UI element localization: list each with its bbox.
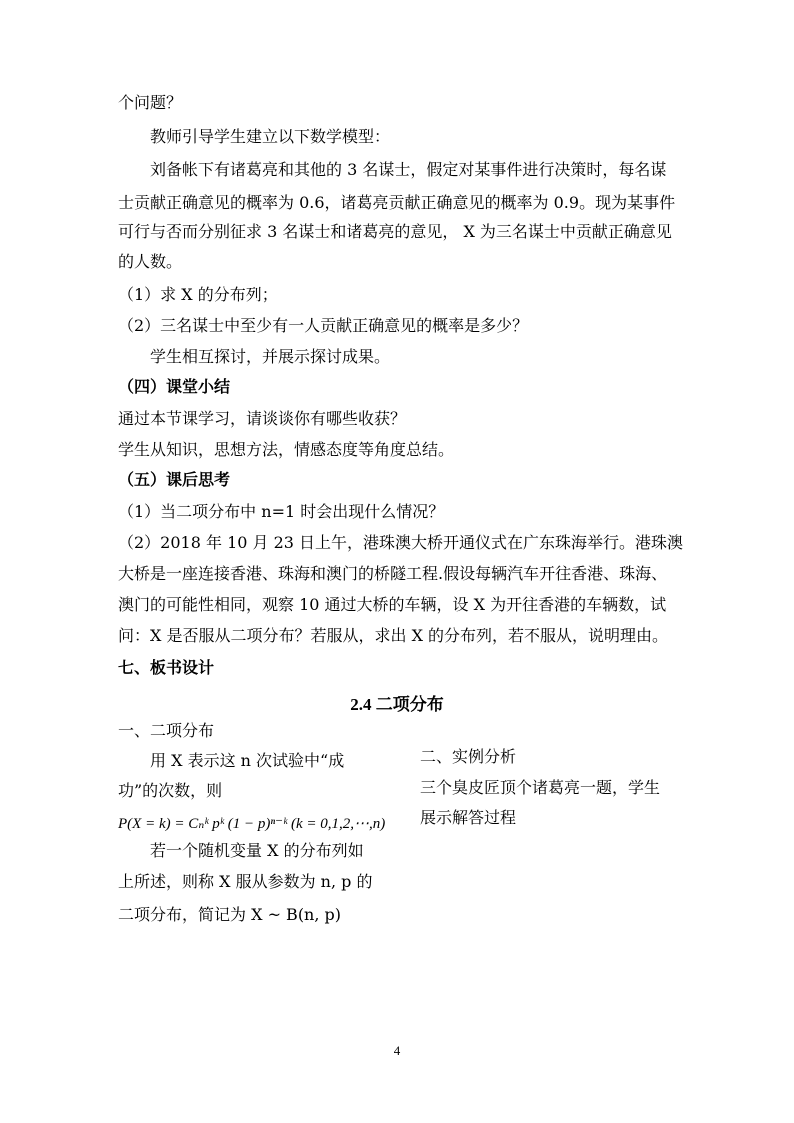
text-line: 刘备帐下有诸葛亮和其他的 3 名谋士，假定对某事件进行决策时，每名谋 — [150, 160, 667, 179]
board-right-text: 展示解答过程 — [420, 808, 517, 827]
board-title: 2.4 二项分布 — [350, 695, 444, 714]
board-right-heading: 二、实例分析 — [420, 747, 517, 766]
board-left-heading: 一、二项分布 — [118, 721, 215, 740]
text-line: 教师引导学生建立以下数学模型： — [150, 127, 391, 146]
section-heading: 七、板书设计 — [118, 658, 215, 677]
text-line: （1）当二项分布中 n=1 时会出现什么情况？ — [118, 502, 445, 521]
text-line: 大桥是一座连接香港、珠海和澳门的桥隧工程.假设每辆汽车开往香港、珠海、 — [118, 564, 668, 583]
text-line: 通过本节课学习，请谈谈你有哪些收获？ — [118, 409, 407, 428]
board-right-text: 三个臭皮匠顶个诸葛亮一题，学生 — [420, 778, 661, 797]
text-line: 问：X 是否服从二项分布？若服从，求出 X 的分布列，若不服从，说明理由。 — [118, 626, 669, 645]
text-line: 个问题？ — [118, 93, 183, 112]
board-left-text: 上所述，则称 X 服从参数为 n, p 的 — [118, 872, 373, 891]
section-heading: （四）课堂小结 — [118, 377, 231, 396]
board-left-text: 若一个随机变量 X 的分布列如 — [150, 841, 364, 860]
binomial-formula: P(X = k) = Cₙᵏ pᵏ (1 − p)ⁿ⁻ᵏ (k = 0,1,2,⋯,n) — [118, 816, 386, 832]
text-line: 学生从知识，思想方法，情感态度等角度总结。 — [118, 440, 455, 459]
text-line: 可行与否而分别征求 3 名谋士和诸葛亮的意见， X 为三名谋士中贡献正确意见 — [118, 222, 672, 241]
text-line: （1）求 X 的分布列； — [118, 285, 278, 304]
text-line: 学生相互探讨，并展示探讨成果。 — [150, 347, 391, 366]
board-left-text: 功”的次数，则 — [118, 781, 223, 800]
text-line: 士贡献正确意见的概率为 0.6，诸葛亮贡献正确意见的概率为 0.9。现为某事件 — [118, 193, 676, 212]
text-line: （2）三名谋士中至少有一人贡献正确意见的概率是多少？ — [118, 316, 529, 335]
section-heading: （五）课后思考 — [118, 470, 231, 489]
board-left-text: 二项分布，简记为 X ~ B(n, p) — [118, 905, 342, 924]
text-line: 的人数。 — [118, 252, 183, 271]
page-number: 4 — [393, 1043, 401, 1058]
board-left-text: 用 X 表示这 n 次试验中“成 — [150, 751, 345, 770]
text-line: （2）2018 年 10 月 23 日上午，港珠澳大桥开通仪式在广东珠海举行。港珠澳 — [118, 533, 684, 552]
text-line: 澳门的可能性相同，观察 10 通过大桥的车辆，设 X 为开往香港的车辆数，试 — [118, 595, 667, 614]
